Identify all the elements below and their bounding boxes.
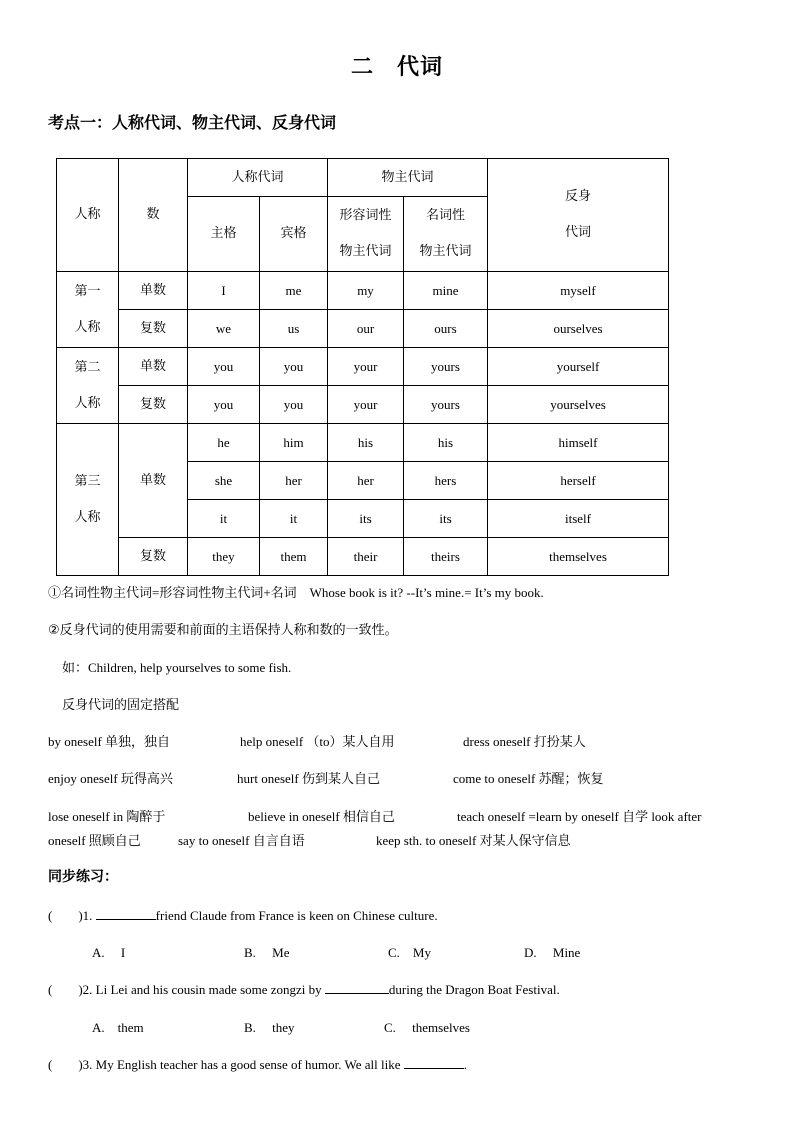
table-row	[57, 386, 669, 424]
question-2	[48, 979, 560, 998]
collocation: say to oneself 自言自语	[178, 833, 305, 848]
question-1	[48, 905, 438, 924]
collocation: believe in oneself 相信自己	[248, 809, 395, 824]
cell: them	[260, 538, 328, 576]
cell: herself	[488, 462, 669, 500]
cell: his	[404, 424, 488, 462]
example-sentence: 如：Children, help yourselves to some fish.	[62, 660, 292, 675]
cell: your	[328, 386, 404, 424]
cell: he	[188, 424, 260, 462]
header-adj-line2: 物主代词	[339, 244, 392, 259]
cell: yourselves	[488, 386, 669, 424]
cell: it	[260, 500, 328, 538]
page-title: 二 代词	[350, 55, 443, 80]
cell: my	[328, 272, 404, 310]
option-c[interactable]: C. themselves	[384, 1020, 470, 1035]
collocation: keep sth. to oneself 对某人保守信息	[376, 833, 571, 848]
option-d[interactable]: D. Mine	[524, 945, 581, 960]
collocation: teach oneself =learn by oneself 自学 look after	[457, 809, 702, 824]
table-row	[57, 348, 669, 386]
cell: its	[328, 500, 404, 538]
number-plural: 复数	[119, 386, 188, 424]
answer-blank[interactable]	[325, 981, 389, 994]
cell: we	[188, 310, 260, 348]
answer-blank[interactable]	[96, 907, 156, 920]
collocation: enjoy oneself 玩得高兴	[48, 771, 173, 786]
cell: you	[260, 386, 328, 424]
header-subject: 主格	[188, 197, 260, 272]
cell: her	[260, 462, 328, 500]
person-first	[57, 272, 119, 348]
header-noun-line2: 物主代词	[419, 244, 472, 259]
question-2-prefix: ( )2. Li Lei and his cousin made some zongzi by	[48, 982, 325, 997]
cell: it	[188, 500, 260, 538]
cell: its	[404, 500, 488, 538]
person-first-line2: 人称	[74, 319, 101, 335]
number-singular: 单数	[119, 348, 188, 386]
cell: itself	[488, 500, 669, 538]
header-object: 宾格	[260, 197, 328, 272]
option-b[interactable]: B. Me	[244, 945, 290, 960]
cell: yours	[404, 348, 488, 386]
question-1-text: friend Claude from France is keen on Chinese culture.	[155, 908, 438, 923]
cell: your	[328, 348, 404, 386]
header-noun-line1: 名词性	[425, 208, 465, 223]
option-a[interactable]: A. them	[92, 1020, 144, 1035]
person-third-line2: 人称	[74, 509, 101, 525]
section-heading: 考点一：人称代词、物主代词、反身代词	[48, 113, 337, 132]
question-3	[48, 1054, 467, 1073]
cell: her	[328, 462, 404, 500]
cell: yourself	[488, 348, 669, 386]
option-c[interactable]: C. My	[388, 945, 431, 960]
cell: us	[260, 310, 328, 348]
pronoun-table	[56, 158, 669, 576]
answer-blank[interactable]	[404, 1056, 464, 1069]
collocation: oneself 照顾自己	[48, 833, 141, 848]
collocation: help oneself （to）某人自用	[240, 734, 395, 749]
note-1: ①名词性物主代词=形容词性物主代词+名词 Whose book is it? --It’s mine.= It’s my book.	[48, 585, 544, 600]
cell: hers	[404, 462, 488, 500]
table-row	[57, 272, 669, 310]
question-2-text: during the Dragon Boat Festival.	[388, 982, 560, 997]
number-plural: 复数	[119, 538, 188, 576]
number-singular: 单数	[119, 272, 188, 310]
person-second-line1: 第二	[74, 359, 101, 375]
question-3-prefix: ( )3. My English teacher has a good sense of humor. We all like	[48, 1057, 404, 1072]
person-third-line1: 第三	[74, 473, 101, 489]
collocation: by oneself 单独，独自	[48, 734, 171, 749]
header-reflexive-line2: 代词	[564, 225, 591, 240]
fixed-collocations-title: 反身代词的固定搭配	[62, 698, 180, 713]
cell: his	[328, 424, 404, 462]
number-singular: 单数	[119, 424, 188, 538]
collocation: dress oneself 打扮某人	[463, 734, 586, 749]
practice-heading: 同步练习：	[48, 869, 118, 885]
header-person: 人称	[57, 159, 119, 272]
cell: I	[188, 272, 260, 310]
cell: their	[328, 538, 404, 576]
collocation: hurt oneself 伤到某人自己	[237, 771, 380, 786]
person-second	[57, 348, 119, 424]
cell: you	[188, 348, 260, 386]
table-row	[57, 310, 669, 348]
cell: theirs	[404, 538, 488, 576]
cell: ourselves	[488, 310, 669, 348]
table-row	[57, 424, 669, 462]
option-a[interactable]: A. I	[92, 945, 126, 960]
cell: yours	[404, 386, 488, 424]
header-personal-pronoun: 人称代词	[188, 159, 328, 197]
question-3-end: .	[463, 1057, 468, 1072]
note-2: ②反身代词的使用需要和前面的主语保持人称和数的一致性。	[48, 623, 398, 638]
cell: myself	[488, 272, 669, 310]
cell: him	[260, 424, 328, 462]
cell: you	[188, 386, 260, 424]
cell: me	[260, 272, 328, 310]
collocation: lose oneself in 陶醉于	[48, 809, 166, 824]
cell: our	[328, 310, 404, 348]
table-row	[57, 538, 669, 576]
header-possessive-pronoun: 物主代词	[328, 159, 488, 197]
person-third	[57, 424, 119, 576]
header-reflexive-line1: 反身	[564, 189, 591, 204]
question-1-number: ( )1.	[48, 908, 96, 923]
person-second-line2: 人称	[74, 395, 101, 411]
cell: you	[260, 348, 328, 386]
cell: she	[188, 462, 260, 500]
header-number: 数	[119, 159, 188, 272]
header-reflexive	[488, 159, 669, 272]
cell: mine	[404, 272, 488, 310]
header-noun-possessive	[404, 197, 488, 272]
header-adjective-possessive	[328, 197, 404, 272]
person-first-line1: 第一	[74, 283, 101, 299]
cell: they	[188, 538, 260, 576]
cell: himself	[488, 424, 669, 462]
number-plural: 复数	[119, 310, 188, 348]
cell: themselves	[488, 538, 669, 576]
header-adj-line1: 形容词性	[339, 208, 392, 223]
cell: ours	[404, 310, 488, 348]
collocation: come to oneself 苏醒；恢复	[453, 771, 604, 786]
option-b[interactable]: B. they	[244, 1020, 295, 1035]
